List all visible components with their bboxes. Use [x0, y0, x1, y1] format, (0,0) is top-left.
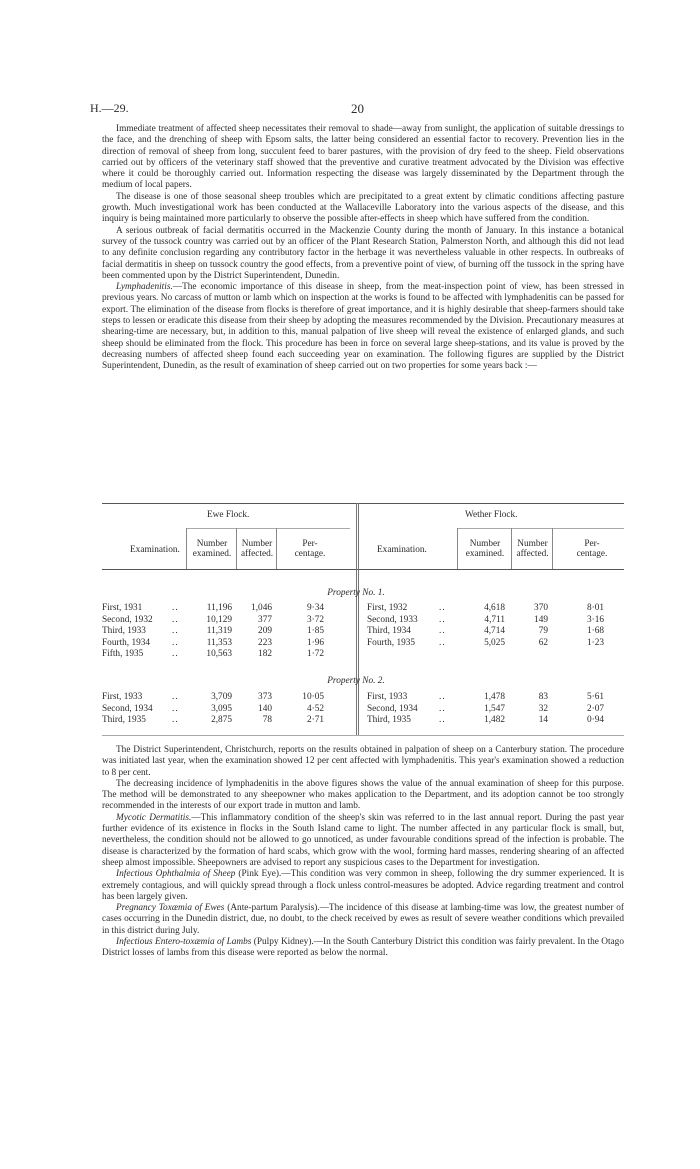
table-cell-examined: 1,478 [484, 692, 505, 702]
col-affected-ewe-1: Number [241, 539, 273, 549]
table-cell-examination: Third, 1935 [102, 715, 146, 726]
paragraph [102, 226, 624, 282]
leader-dots: .. [172, 703, 179, 714]
table-cell-examined: 2,875 [211, 715, 232, 726]
ewe-flock-heading: Ewe Flock. [207, 510, 250, 520]
table-cell-affected: 209 [258, 626, 272, 637]
property-2-label: Property No. 2. [327, 676, 385, 686]
table-cell-percentage: 1·72 [306, 649, 324, 660]
paragraph-text: Immediate treatment of affected sheep necessitates their removal to shade—away from sunlight, the application of suitable dressings to the face, and the drenching of sheep with Epsom salts, the latter being considered an essential factor to recovery. Prevention lies in the direction of removal of sheep from long, succulent feed to barer pastures, with the provision of dry feed to the sheep. Field observations carried out by officers of the veterinary staff showed that the preventive and curative treatment advocated by the Division was effective where it could be thoroughly carried out. Information respecting the disease was largely disseminated by the Department through the medium of local papers. [102, 124, 624, 191]
leader-dots: .. [439, 603, 446, 613]
paragraph-text: (Pulpy Kidney).—In the South Canterbury District this condition was fairly prevalent. In the Otago District losses of lambs from this disease were reported as below the normal. [102, 937, 624, 959]
table-cell-examination: First, 1932 [367, 603, 408, 613]
col-examination-wether: Examination. [377, 545, 427, 555]
table-cell-percentage: 1·68 [586, 626, 604, 637]
table-cell-percentage: 8·01 [586, 603, 604, 613]
col-examination-ewe: Examination. [130, 545, 180, 555]
paragraph [102, 813, 624, 869]
col-percentage-ewe-1: Per- [302, 539, 318, 549]
paragraph-run-in-heading: Mycotic Dermatitis. [116, 812, 192, 823]
leader-dots: .. [439, 626, 446, 637]
wether-group-rule [457, 528, 624, 529]
page-number: 20 [351, 101, 364, 116]
col-examined-ewe-2: examined. [192, 549, 232, 559]
table-cell-examination: Fourth, 1935 [367, 637, 416, 648]
table-cell-percentage: 5·61 [586, 692, 604, 702]
table-cell-examined: 4,711 [484, 614, 505, 625]
paragraph-text: —The economic importance of this disease in sheep, from the meat-inspection point of view, has been stressed in previous years. No carcass of mutton or lamb which on inspection at the works is found to be affected with lymphadenitis can be passed for export. The elimination of the disease from flocks is therefore of great importance, and it is highly desirable that sheep-farmers should take steps to lessen or eradicate this disease from their sheep by adopting the measures recommended by the Division. Precautionary measures at shearing-time are necessary, but, in addition to this, manual palpation of live sheep will reveal the existence of enlarged glands, and such sheep should be eliminated from the flock. This procedure has been in force on several large sheep-stations, and its value is proved by the decreasing numbers of affected sheep found each succeeding year on examination. The following figures are supplied by the District Superintendent, Dunedin, as the result of examination of sheep carried out on two properties for some years back :— [102, 282, 624, 372]
table-cell-percentage: 1·96 [306, 637, 324, 648]
leader-dots: .. [172, 637, 179, 648]
table-cell-examined: 1,482 [484, 715, 505, 726]
table-cell-affected: 79 [538, 626, 548, 637]
paragraph-run-in-heading: Pregnancy Toxæmia of Ewes [116, 903, 225, 914]
table-cell-percentage: 1·85 [306, 626, 324, 637]
lymphadenitis-table [102, 503, 624, 738]
leader-dots: .. [439, 715, 446, 726]
table-cell-examined: 1,547 [484, 703, 505, 714]
col-percentage-wether-2: centage. [576, 549, 608, 559]
table-cell-percentage: 3·72 [306, 614, 324, 625]
document-reference: H.—29. [90, 101, 129, 115]
leader-dots: .. [439, 692, 446, 702]
col-percentage-ewe-2: centage. [294, 549, 326, 559]
leader-dots: .. [439, 614, 446, 625]
table-cell-percentage: 10·05 [302, 692, 324, 702]
table-cell-examined: 4,714 [484, 626, 505, 637]
paragraph-text: The disease is one of those seasonal sheep troubles which are precipitated to a great extent by climatic conditions affecting pasture growth. Much investigational work has been conducted at the Wallaceville Laboratory into the various aspects of the disease, and this inquiry is being maintained more particularly to observe the possible after-effects in sheep which have suffered from the condition. [102, 191, 624, 225]
header-bottom-rule [102, 569, 624, 570]
paragraph [102, 937, 624, 960]
table-bottom-rule [102, 735, 624, 736]
table-cell-affected: 1,046 [251, 603, 272, 613]
table-top-rule [102, 503, 624, 504]
table-cell-percentage: 1·23 [586, 637, 604, 648]
table-cell-affected: 182 [258, 649, 272, 660]
table-cell-examined: 3,709 [211, 692, 232, 702]
col-examined-wether-1: Number [469, 539, 501, 549]
table-cell-examined: 3,095 [211, 703, 232, 714]
table-cell-examined: 11,353 [206, 637, 232, 648]
col-affected-wether-1: Number [517, 539, 548, 549]
table-cell-affected: 140 [258, 703, 272, 714]
table-cell-examined: 5,025 [484, 637, 505, 648]
paragraph [102, 779, 624, 813]
table-cell-examined: 10,563 [206, 649, 232, 660]
table-cell-examined: 11,196 [206, 603, 232, 613]
table-cell-percentage: 9·34 [306, 603, 324, 613]
table-cell-examination: First, 1931 [102, 603, 143, 613]
table-cell-examination: Third, 1934 [367, 626, 411, 637]
table-cell-examination: Second, 1933 [367, 614, 418, 625]
leader-dots: .. [172, 626, 179, 637]
intro-text [102, 124, 624, 373]
table-cell-percentage: 2·71 [306, 715, 324, 726]
table-cell-affected: 370 [534, 603, 548, 613]
paragraph [102, 282, 624, 372]
col-examined-ewe-1: Number [196, 539, 228, 549]
table-cell-affected: 83 [538, 692, 548, 702]
leader-dots: .. [439, 637, 446, 648]
table-cell-examination: Fifth, 1935 [102, 649, 144, 660]
paragraph-run-in-heading: Lymphadenitis. [116, 282, 173, 293]
paragraph-text: (Ante-partum Paralysis).—The incidence of this disease at lambing-time was low, the greatest number of cases occurring in the Dunedin district, due, no doubt, to the check received by ewes as result of severe weather conditions which prevailed in this district during July. [102, 903, 624, 936]
paragraph [102, 192, 624, 226]
table-cell-examination: First, 1933 [367, 692, 408, 702]
paragraph-run-in-heading: Infectious Ophthalmia of Sheep [116, 869, 236, 880]
col-examined-wether-2: examined. [465, 549, 505, 559]
paragraph [102, 745, 624, 779]
property-1-label: Property No. 1. [327, 588, 385, 598]
leader-dots: .. [172, 614, 179, 625]
table-cell-examination: Second, 1932 [102, 614, 153, 625]
table-cell-examination: Third, 1935 [367, 715, 411, 726]
closing-text [102, 745, 624, 960]
table-cell-examination: Third, 1933 [102, 626, 146, 637]
paragraph [102, 903, 624, 937]
table-cell-percentage: 3·16 [586, 614, 604, 625]
leader-dots: .. [439, 703, 446, 714]
table-cell-affected: 373 [258, 692, 272, 702]
leader-dots: .. [172, 692, 179, 702]
paragraph-text: —This inflammatory condition of the sheep's skin was referred to in the last annual report. During the past year further evidence of its existence in flocks in the South Island came to light. The number affected in any particular flock is small, but, nevertheless, the condition should not be allowed to go unnoticed, as under favourable conditions spread of the infection is probable. The disease is characterized by the formation of hard scabs, which grow with the wool, forming hard masses, rendering shearing of an affected sheep almost impossible. Sheepowners are advised to report any suspicious cases to the Department for investigation. [102, 812, 625, 868]
table-cell-affected: 32 [538, 703, 548, 714]
table-cell-examined: 4,618 [484, 603, 505, 613]
table-cell-affected: 78 [262, 715, 272, 726]
table-cell-affected: 223 [258, 637, 272, 648]
col-affected-ewe-2: affected. [240, 549, 274, 559]
table-cell-examination: First, 1933 [102, 692, 143, 702]
table-cell-examination: Second, 1934 [102, 703, 153, 714]
table-cell-affected: 14 [538, 715, 548, 726]
leader-dots: .. [172, 715, 179, 726]
paragraph-text: (Pink Eye).—This condition was very common in sheep, following the dry summer experienced. It is extremely contagious, and will quickly spread through a flock unless control-measures be adopted. Advice regarding treatment and control has been largely given. [102, 869, 625, 902]
table-cell-examination: Fourth, 1934 [102, 637, 151, 648]
ewe-group-rule [186, 528, 350, 529]
table-cell-percentage: 4·52 [306, 703, 324, 714]
col-affected-wether-2: affected. [516, 549, 549, 559]
table-cell-affected: 62 [538, 637, 548, 648]
col-percentage-wether-1: Per- [584, 539, 600, 549]
paragraph [102, 124, 624, 192]
table-cell-examined: 11,319 [206, 626, 232, 637]
table-cell-examined: 10,129 [206, 614, 232, 625]
paragraph-text: A serious outbreak of facial dermatitis occurred in the Mackenzie County during the month of January. In this instance a botanical survey of the tussock country was carried out by an officer of the Plant Research Station, Palmerston North, and although this did not lead to any definite conclusion regarding any contributory factor in the herbage it was nevertheless valuable in other respects. In outbreaks of facial dermatitis in sheep on tussock country the good effects, from a preventive point of view, of burning off the tussock in the spring have been commented upon by the District Superintendent, Dunedin. [102, 225, 624, 281]
paragraph [102, 869, 624, 903]
table-cell-percentage: 0·94 [586, 715, 604, 726]
leader-dots: .. [172, 649, 179, 660]
table-cell-examination: Second, 1934 [367, 703, 418, 714]
table-cell-affected: 149 [534, 614, 548, 625]
paragraph-run-in-heading: Infectious Entero-toxæmia of Lambs [116, 937, 252, 948]
leader-dots: .. [172, 603, 179, 613]
paragraph-text: The decreasing incidence of lymphadenitis in the above figures shows the value of the annual examination of sheep for this purpose. The method will be demonstrated to any sheepowner who makes application to the Department, and its adoption cannot be too strongly recommended in the interests of our export trade in mutton and lamb. [102, 778, 624, 812]
flock-divider [356, 503, 359, 735]
table-cell-percentage: 2·07 [586, 703, 604, 714]
wether-flock-heading: Wether Flock. [465, 510, 518, 520]
paragraph-text: The District Superintendent, Christchurch, reports on the results obtained in palpation of sheep on a Canterbury station. The procedure was initiated last year, when the examination showed 12 per cent affected with lymphadenitis. This year's examination showed a reduction to 8 per cent. [102, 745, 624, 778]
table-cell-affected: 377 [258, 614, 272, 625]
